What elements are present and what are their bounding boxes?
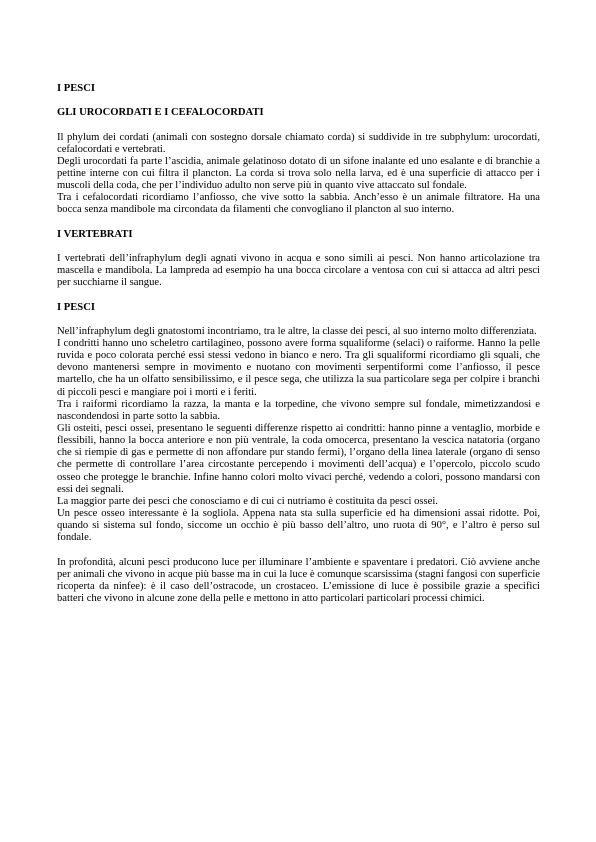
section-heading-vertebrati: I VERTEBRATI [57, 228, 133, 240]
paragraph: Gli osteiti, pesci ossei, presentano le seguenti differenze rispetto ai condritti: hanno pinne a ventaglio, morbide e flessibili, hanno la bocca anteriore e non più ventrale, la coda omocerca, presentano la vescica natatoria (organo che si riempie di gas e permette di non affondare pur stando fermi), l’organo della linea laterale (organo di senso che permette di controllare l’area circostante percependo i movimenti dell’acqua) e l’opercolo, piccolo scudo osseo che protegge le branchie. Infine hanno colori molto vivaci perché, vedendo a colori, possono mandarsi con essi dei segnali. [57, 423, 540, 495]
paragraph: Tra i raiformi ricordiamo la razza, la manta e la torpedine, che vivono sempre sul fondale, mimetizzandosi e nascondendosi in parte sotto la sabbia. [57, 398, 540, 422]
paragraph: Tra i cefalocordati ricordiamo l’anfiosso, che vive sotto la sabbia. Anch’esso è un animale filtratore. Ha una bocca senza mandibole ma circondata da filamenti che convogliano il plancton al suo interno. [57, 192, 540, 216]
document-title: I PESCI [57, 83, 95, 94]
paragraph: In profondità, alcuni pesci producono luce per illuminare l’ambiente e spaventare i predatori. Ciò avviene anche per animali che vivono in acque più basse ma in cui la luce è comunque scarsissima (stagni fangosi con superficie ricoperta da ninfee): è il caso dell’ostracode, un crostaceo. L’emissione di luce è possibile grazie a specifici batteri che vivono in alcune zone della pelle e mettono in atto particolari particolari processi chimici. [57, 556, 540, 605]
section-closing-pesci [57, 557, 540, 606]
paragraph: I vertebrati dell’infraphylum degli agnati vivono in acqua e sono simili ai pesci. Non hanno articolazione tra mascella e mandibola. La lampreda ad esempio ha una bocca circolare a ventosa con cui si attacca ad altri pesci per succhiarne il sangue. [57, 252, 540, 289]
paragraph: Il phylum dei cordati (animali con sostegno dorsale chiamato corda) si suddivide in tre subphylum: urocordati, cefalocordati e vertebrati. [57, 131, 540, 155]
section-heading-urocordati: GLI UROCORDATI E I CEFALOCORDATI [57, 107, 264, 119]
paragraph: Degli urocordati fa parte l’ascidia, animale gelatinoso dotato di un sifone inalante ed uno esalante e di branchie a pettine interne con cui filtra il plancton. La corda si trova solo nella larva, ed è una superficie di attacco per i muscoli della coda, che per l’individuo adulto non serve più in quanto vive attaccato sul fondale. [57, 155, 540, 192]
paragraph: Nell’infraphylum degli gnatostomi incontriamo, tra le altre, la classe dei pesci, al suo interno molto differenziata. [57, 325, 537, 337]
paragraph: I condritti hanno uno scheletro cartilagineo, possono avere forma squaliforme (selaci) o raiforme. Hanno la pelle ruvida e poco colorata perché essi stessi vedono in bianco e nero. Tra gli squaliformi ricordiamo gli squali, che devono mantenersi sempre in movimento e nuotano con movimenti serpentiformi come l’anfiosso, il pesce martello, che ha un olfatto sensibilissimo, e il pesce sega, che utilizza la sua particolare sega per colpire i branchi di piccoli pesci e mangiare poi i morti e i feriti. [57, 337, 540, 398]
document-page [57, 83, 540, 605]
section-body-vertebrati [57, 253, 540, 289]
paragraph: La maggior parte dei pesci che conosciamo e di cui ci nutriamo è costituita da pesci ossei. [57, 495, 438, 507]
section-body-pesci [57, 326, 540, 545]
paragraph: Un pesce osseo interessante è la sogliola. Appena nata sta sulla superficie ed ha dimensioni assai ridotte. Poi, quando si sistema sul fondo, siccome un occhio è più basso dell’altro, uno ruota di 90°, e l’altro è perso sul fondale. [57, 508, 540, 544]
section-body-urocordati [57, 132, 540, 217]
section-heading-pesci: I PESCI [57, 301, 95, 313]
